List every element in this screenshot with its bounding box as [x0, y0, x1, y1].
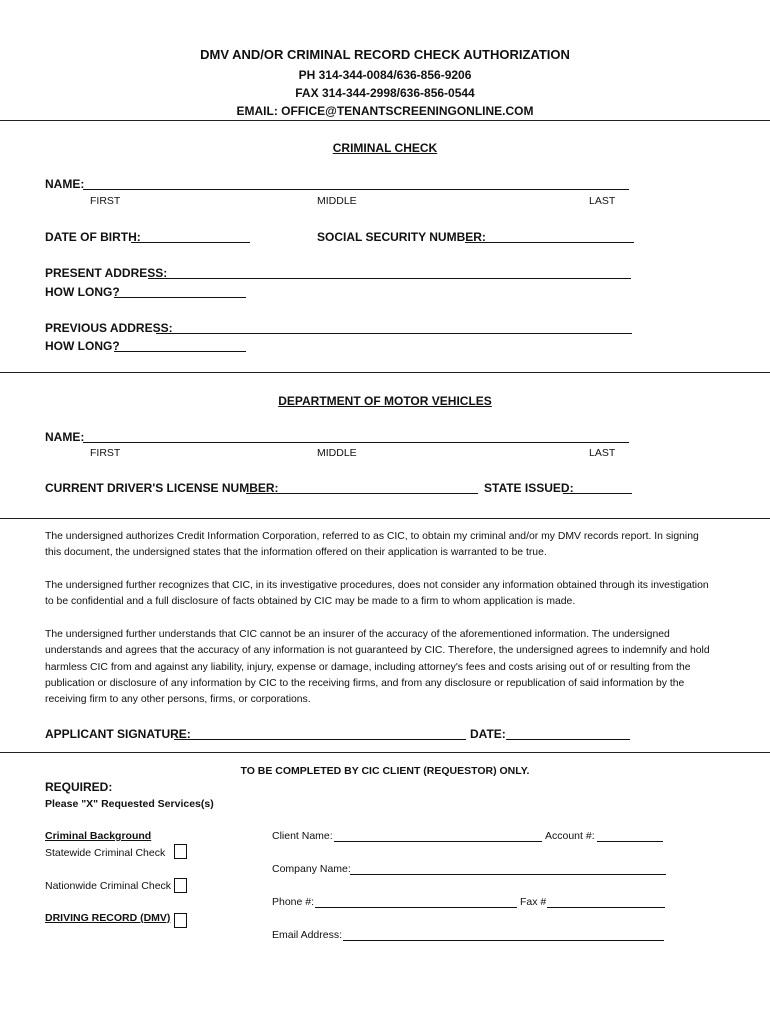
statewide-checkbox[interactable] [174, 844, 187, 859]
date-field[interactable] [506, 739, 630, 740]
present-how-long-field[interactable] [114, 297, 246, 298]
present-address-label: PRESENT ADDRESS: [45, 266, 168, 280]
divider [0, 518, 770, 519]
email-label: Email Address: [272, 929, 343, 941]
how-long-label: HOW LONG? [45, 285, 120, 299]
criminal-background-label: Criminal Background [45, 830, 152, 842]
state-issued-field[interactable] [563, 493, 632, 494]
authorization-paragraph-1: The undersigned authorizes Credit Information Corporation, referred to as CIC, to obtain my criminal and/or my DMV records report. In signing this document, the undersigned states that the information offered on their application is warranted to be true. [45, 531, 699, 559]
required-label: REQUIRED: [45, 780, 113, 794]
fax-field[interactable] [547, 907, 665, 908]
driving-record-checkbox[interactable] [174, 913, 187, 928]
dob-field[interactable] [131, 242, 250, 243]
account-field[interactable] [597, 841, 663, 842]
name-label: NAME: [45, 177, 85, 191]
license-number-field[interactable] [246, 493, 478, 494]
company-name-label: Company Name: [272, 863, 351, 875]
dob-label: DATE OF BIRTH: [45, 230, 141, 244]
ssn-field[interactable] [465, 242, 634, 243]
fax-label: Fax # [520, 896, 547, 908]
ssn-label: SOCIAL SECURITY NUMBER: [317, 230, 486, 244]
previous-address-field[interactable] [156, 333, 632, 334]
applicant-signature-label: APPLICANT SIGNATURE: [45, 727, 191, 741]
header-fax: FAX 314-344-2998/636-856-0544 [295, 86, 475, 100]
first-caption: FIRST [90, 447, 121, 459]
email-field[interactable] [343, 940, 664, 941]
account-label: Account #: [545, 830, 595, 842]
criminal-check-heading: CRIMINAL CHECK [332, 141, 438, 155]
divider [0, 372, 770, 373]
first-caption: FIRST [90, 195, 121, 207]
divider [0, 120, 770, 121]
client-section-heading: TO BE COMPLETED BY CIC CLIENT (REQUESTOR) ONLY. [240, 765, 530, 777]
authorization-paragraph-2: The undersigned further recognizes that CIC, in its investigative procedures, does not consider any information obtained through its investigation to be confidential and a full disclosure of facts obtained by CIC may be made to a firm to whom application is made. [45, 580, 709, 608]
header-phone: PH 314-344-0084/636-856-9206 [298, 68, 472, 82]
divider [0, 752, 770, 753]
name-label: NAME: [45, 430, 85, 444]
dmv-name-field[interactable] [83, 442, 629, 443]
phone-label: Phone #: [272, 896, 315, 908]
middle-caption: MIDDLE [317, 195, 357, 207]
applicant-signature-field[interactable] [174, 739, 466, 740]
company-name-field[interactable] [350, 874, 666, 875]
previous-address-label: PREVIOUS ADDRESS: [45, 321, 173, 335]
phone-field[interactable] [315, 907, 517, 908]
services-instruction: Please "X" Requested Services(s) [45, 798, 214, 810]
how-long-label: HOW LONG? [45, 339, 120, 353]
dmv-heading: DEPARTMENT OF MOTOR VEHICLES [278, 394, 492, 408]
criminal-name-field[interactable] [83, 189, 629, 190]
present-address-field[interactable] [148, 278, 631, 279]
statewide-check-label: Statewide Criminal Check [45, 847, 166, 859]
last-caption: LAST [589, 195, 616, 207]
date-label: DATE: [470, 727, 506, 741]
nationwide-checkbox[interactable] [174, 878, 187, 893]
header-email: EMAIL: OFFICE@TENANTSCREENINGONLINE.COM [236, 104, 534, 118]
client-name-field[interactable] [334, 841, 542, 842]
state-issued-label: STATE ISSUED: [484, 481, 574, 495]
previous-how-long-field[interactable] [114, 351, 246, 352]
last-caption: LAST [589, 447, 616, 459]
nationwide-check-label: Nationwide Criminal Check [45, 880, 172, 892]
middle-caption: MIDDLE [317, 447, 357, 459]
authorization-paragraph-3: The undersigned further understands that CIC cannot be an insurer of the accuracy of the aforementioned information. The undersigned understands and agrees that the accuracy of any information is not guaranteed by CIC. Therefore, the undersigned agrees to indemnify and hold harmless CIC from and against any liability, injury, expense or damage, including attorney's fees and costs arising out of or resulting from the publication or disclosure of any information by CIC to the receiving firms, and from any disclosure or republication of said information by the receiving firm to any other persons, firms, or corporations. [45, 629, 710, 706]
form-title: DMV AND/OR CRIMINAL RECORD CHECK AUTHORIZATION [200, 47, 570, 62]
client-name-label: Client Name: [272, 830, 333, 842]
driving-record-label: DRIVING RECORD (DMV) [45, 912, 171, 924]
license-number-label: CURRENT DRIVER'S LICENSE NUMBER: [45, 481, 279, 495]
